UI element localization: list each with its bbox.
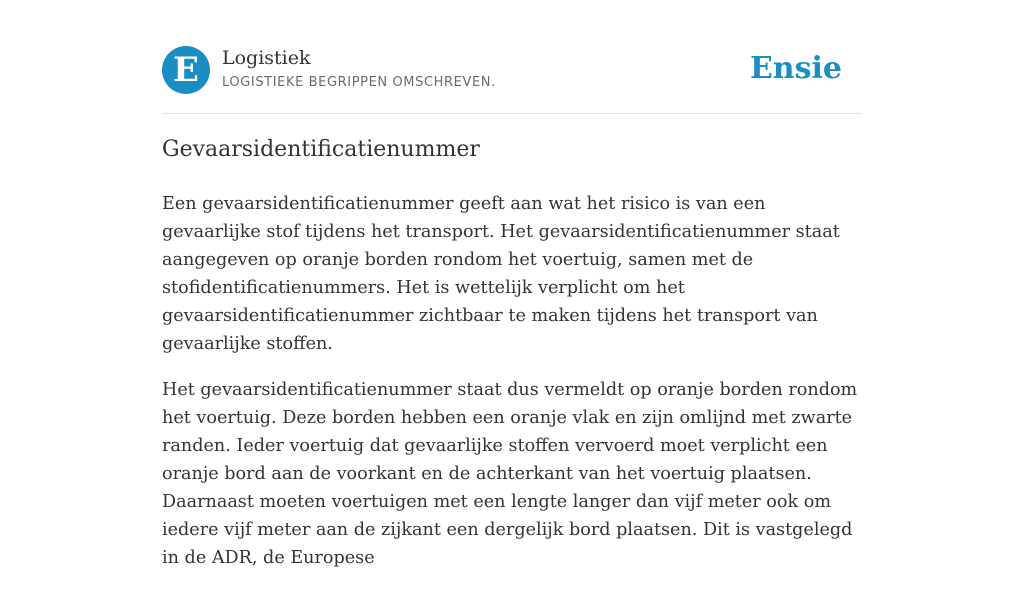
site-tagline: LOGISTIEKE BEGRIPPEN OMSCHREVEN. xyxy=(222,75,496,90)
site-header xyxy=(162,46,862,96)
header-divider xyxy=(162,113,862,114)
site-title[interactable]: Logistiek xyxy=(222,47,311,69)
article-paragraph-2: Het gevaarsidentificatienummer staat dus vermeldt op oranje borden rondom het voertuig. Deze borden hebben een oranje vlak en zijn omlijnd met zwarte randen. Ieder voertuig dat gevaarlijke stoffen vervoerd moet verplicht een oranje bord aan de voorkant en de achterkant van het voertuig plaatsen. Daarnaast moeten voertuigen met een lengte langer dan vijf meter ook om iedere vijf meter aan de zijkant een dergelijk bord plaatsen. Dit is vastgelegd in de ADR, de Europese xyxy=(162,380,858,568)
ensie-logo-icon[interactable]: E xyxy=(162,46,210,94)
brand-logo[interactable]: Ensie xyxy=(749,51,842,86)
article-paragraph-1: Een gevaarsidentificatienummer geeft aan wat het risico is van een gevaarlijke stof tijdens het transport. Het gevaarsidentificatienummer staat aangegeven op oranje borden rondom het voertuig, samen met de stofidentificatienummers. Het is wettelijk verplicht om het gevaarsidentificatienummer zichtbaar te maken tijdens het transport van gevaarlijke stoffen. xyxy=(162,194,840,354)
article-title: Gevaarsidentificatienummer xyxy=(162,137,480,162)
article-body xyxy=(162,190,862,590)
